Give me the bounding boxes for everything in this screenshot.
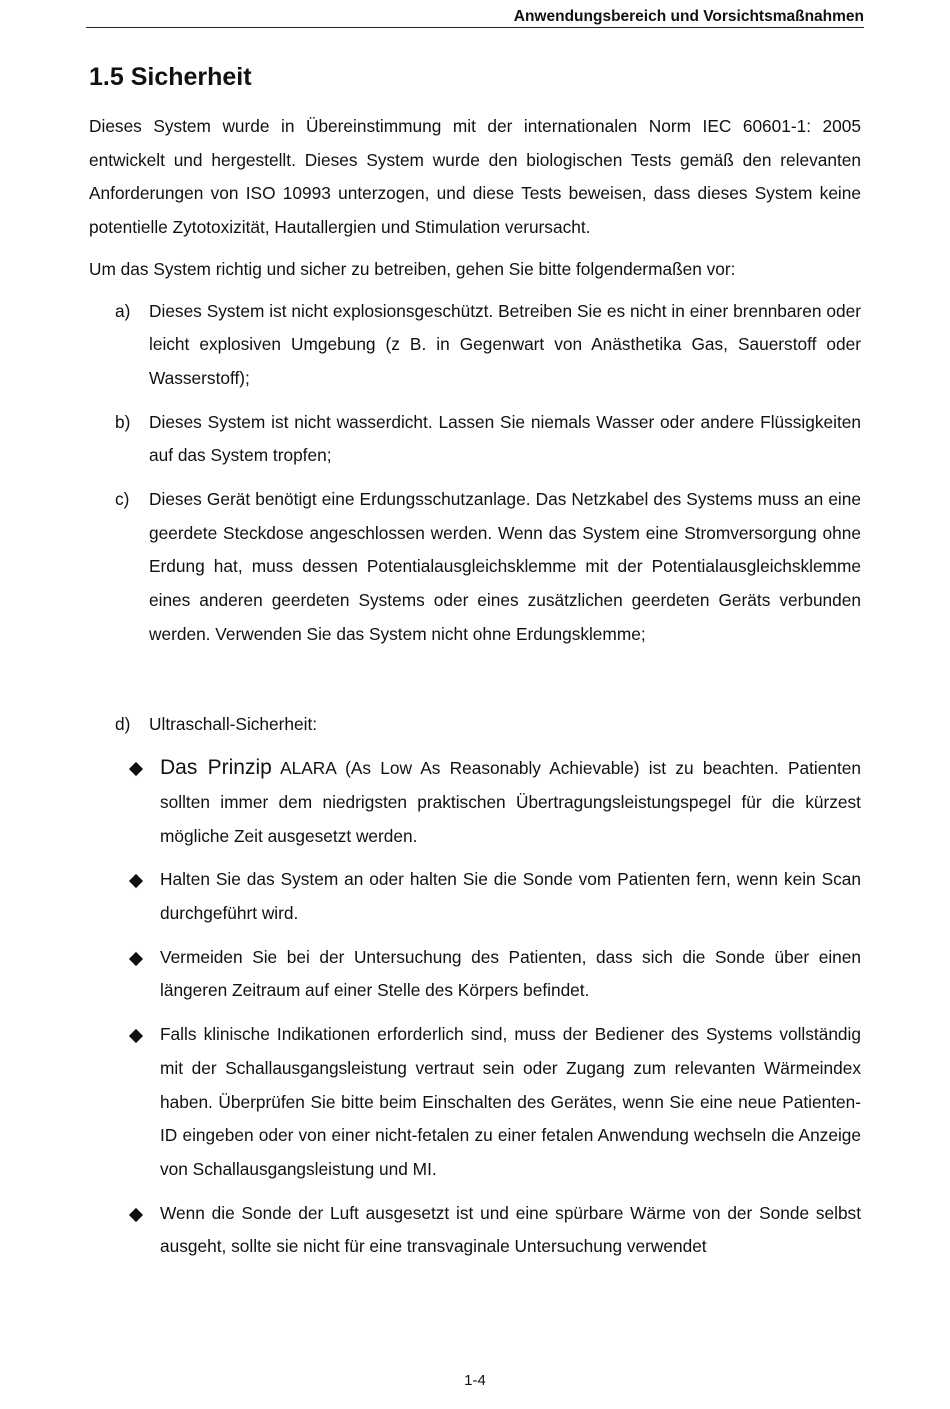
running-header: Anwendungsbereich und Vorsichtsmaßnahmen [513,8,864,25]
diamond-bullet-icon [129,1029,143,1043]
header-rule [86,27,864,28]
list-item-text: Dieses Gerät benötigt eine Erdungsschutzanlage. Das Netzkabel des Systems muss an eine geerdete Steckdose angeschlossen werden. Wenn das System eine Stromversorgung ohne Erdung hat, muss dessen Potentialausgleichsklemme mit der Potentialausgleichsklemme eines anderen geerdeten Systems oder eines zusätzlichen geerdeten Geräts verbunden werden. Verwenden Sie das System nicht ohne Erdungsklemme; [149,489,861,644]
list-marker: d) [115,713,131,734]
diamond-bullet-icon [129,1208,143,1222]
list-marker: b) [115,411,131,432]
list-item-text: Ultraschall-Sicherheit: [149,713,318,734]
lead-in-paragraph: Um das System richtig und sicher zu betreiben, gehen Sie bitte folgendermaßen vor: [89,258,736,279]
bullet-alara [89,751,861,853]
diamond-bullet-icon [129,952,143,966]
page-number: 1-4 [464,1372,486,1389]
intro-paragraph: Dieses System wurde in Übereinstimmung mit der internationalen Norm IEC 60601-1: 2005 entwickelt und hergestellt. Dieses System wurde den biologischen Tests gemäß den relevanten Anforderungen von ISO 10993 unterzogen, und diese Tests beweisen, dass dieses System keine potentielle Zytotoxizität, Hautallergien und Stimulation verursacht. [89,116,861,238]
list-item-c [89,483,861,652]
list-item-a [89,295,861,396]
bullet-text: Wenn die Sonde der Luft ausgesetzt ist und eine spürbare Wärme von der Sonde selbst ausgeht, sollte sie nicht für eine transvaginale Untersuchung verwendet [160,1202,861,1257]
bullet-lead-text: Das Prinzip [160,756,272,780]
bullet-text: Halten Sie das System an oder halten Sie die Sonde vom Patienten fern, wenn kein Scan durchgeführt wird. [160,869,861,924]
bullet-text: Falls klinische Indikationen erforderlich sind, muss der Bediener des Systems vollständig mit der Schallausgangsleistung vertraut sein oder Zugang zum relevanten Wärmeindex haben. Überprüfen Sie bitte beim Einschalten des Gerätes, wenn Sie eine neue Patienten-ID eingeben oder von einer nicht-fetalen zu einer fetalen Anwendung wechseln die Anzeige von Schallausgangsleistung und MI. [160,1024,861,1179]
bullet-text: Vermeiden Sie bei der Untersuchung des Patienten, dass sich die Sonde über einen längeren Zeitraum auf einer Stelle des Körpers befindet. [160,946,861,1001]
list-marker: c) [115,489,130,510]
bullet-clinical-indication [89,1018,861,1187]
bullet-avoid-dwell [89,941,861,1008]
diamond-bullet-icon [129,874,143,888]
list-item-text: Dieses System ist nicht explosionsgeschützt. Betreiben Sie es nicht in einer brennbaren oder leicht explosiven Umgebung (z B. in Gegenwart von Anästhetika Gas, Sauerstoff oder Wasserstoff); [149,300,861,388]
list-marker: a) [115,300,131,321]
diamond-bullet-icon [129,762,143,776]
list-item-b [89,406,861,473]
list-item-text: Dieses System ist nicht wasserdicht. Lassen Sie niemals Wasser oder andere Flüssigkeiten auf das System tropfen; [149,411,861,466]
list-item-d [89,708,861,742]
section-title: 1.5 Sicherheit [89,63,252,91]
bullet-text: ALARA (As Low As Reasonably Achievable) ist zu beachten. Patienten sollten immer dem niedrigsten praktischen Übertragungsleistungspegel für die kürzest mögliche Zeit ausgesetzt werden. [160,758,862,846]
bullet-probe-heat [89,1197,861,1264]
page-content [89,58,861,1274]
bullet-stop-system [89,863,861,930]
